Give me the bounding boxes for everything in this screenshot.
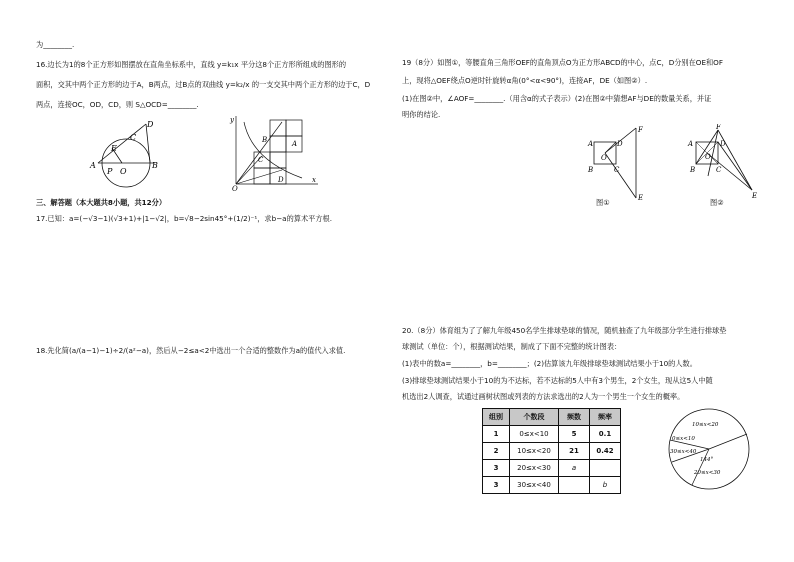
fig2-caption: 图② bbox=[710, 198, 724, 207]
table-row bbox=[483, 426, 621, 443]
pie-label-20-30: 20≤x<30 bbox=[694, 470, 721, 476]
table-header-cell: 频率 bbox=[590, 409, 621, 426]
sq1-label-b: B bbox=[588, 166, 594, 174]
sq1-label-f: F bbox=[638, 126, 643, 134]
q19-line1: 19（8分）如图①，等腰直角三角形OEF的直角顶点O为正方形ABCD的中心，点C，D分别在OE和OF bbox=[402, 58, 723, 67]
square-figure-1 bbox=[584, 124, 652, 208]
table-cell: 21 bbox=[559, 443, 590, 460]
grid-label-x: x bbox=[312, 176, 316, 184]
table-cell: 1 bbox=[483, 426, 510, 443]
grid-label-d: D bbox=[278, 176, 284, 184]
fig1-caption: 图① bbox=[596, 198, 610, 207]
pie-label-angle: 144° bbox=[700, 457, 714, 463]
grid-figure bbox=[222, 112, 322, 196]
pie-label-0-10: 0≤x<10 bbox=[672, 436, 695, 442]
table-cell: 5 bbox=[559, 426, 590, 443]
q20-line4: (3)排球垫球测试结果小于10的为不达标，若不达标的5人中有3个男生，2个女生，现从这5人中随 bbox=[402, 376, 713, 385]
sq2-label-c: C bbox=[716, 166, 722, 174]
circle-label-o: O bbox=[120, 167, 127, 176]
circle-label-a: A bbox=[90, 161, 96, 170]
circle-label-p: P bbox=[107, 167, 113, 176]
table-cell: a bbox=[559, 460, 590, 477]
table-cell: 3 bbox=[483, 477, 510, 494]
table-row bbox=[483, 443, 621, 460]
circle-label-e: E bbox=[111, 144, 117, 153]
sq1-label-c: C bbox=[614, 166, 620, 174]
q16-line3: 两点，连接OC，OD，CD，则 S△OCD=________. bbox=[36, 100, 199, 109]
sq1-label-o: O bbox=[601, 154, 607, 162]
frequency-table bbox=[482, 408, 621, 494]
section-3-heading: 三、解答题（本大题共8小题，共12分） bbox=[36, 198, 167, 207]
table-cell bbox=[559, 477, 590, 494]
table-cell: 0.42 bbox=[590, 443, 621, 460]
q19-line2: 上，现将△OEF绕点O逆时针旋转α角(0°<α<90°)，连接AF，DE（如图②）. bbox=[402, 76, 648, 85]
square-figure-2 bbox=[682, 124, 758, 208]
table-cell: 0.1 bbox=[590, 426, 621, 443]
circle-label-d: D bbox=[147, 120, 154, 129]
q20-line2: 球测试（单位：个），根据测试结果，制成了下面不完整的统计图表： bbox=[402, 342, 622, 351]
table-cell bbox=[590, 460, 621, 477]
circle-label-b: B bbox=[152, 161, 158, 170]
q16-line1: 16.边长为1的8个正方形如图摆放在直角坐标系中，直线 y=k₁x 平分这8个正方形所组成的图形的 bbox=[36, 60, 347, 69]
q20-line5: 机选出2人调查，试通过画树状图或列表的方法求选出的2人为一个男生一个女生的概率。 bbox=[402, 392, 685, 401]
circle-label-c: C bbox=[130, 133, 137, 142]
q20-line1: 20.（8分）体育组为了了解九年级450名学生排球垫球的情况，随机抽查了九年级部分学生进行排球垫 bbox=[402, 326, 727, 335]
pie-label-10-20: 10≤x<20 bbox=[692, 422, 719, 428]
circle-figure bbox=[86, 118, 176, 194]
table-cell: b bbox=[590, 477, 621, 494]
sq2-label-b: B bbox=[690, 166, 696, 174]
sq1-label-a: A bbox=[588, 140, 594, 148]
pie-chart bbox=[664, 404, 754, 498]
table-cell: 3 bbox=[483, 460, 510, 477]
q15-tail: 为________. bbox=[36, 40, 75, 49]
q19-line3: (1)在图②中，∠AOF=________.（用含α的式子表示）(2)在图②中猜想AF与DE的数量关系，并证 bbox=[402, 94, 712, 103]
grid-label-y: y bbox=[230, 116, 234, 124]
sq2-label-e: E bbox=[752, 192, 758, 200]
table-header-row bbox=[483, 409, 621, 426]
grid-label-a: A bbox=[292, 140, 298, 148]
sq1-label-e: E bbox=[638, 194, 644, 202]
q19-line4: 明你的结论. bbox=[402, 110, 441, 119]
table-row bbox=[483, 477, 621, 494]
grid-label-b: B bbox=[262, 136, 268, 144]
sq2-label-d: D bbox=[720, 140, 726, 148]
q20-line3: (1)表中的数a=________，b=________；(2)估算该九年级排球垫球测试结果小于10的人数。 bbox=[402, 359, 697, 368]
sq2-label-o: O bbox=[705, 153, 711, 161]
table-header-cell: 频数 bbox=[559, 409, 590, 426]
grid-label-o: O bbox=[232, 185, 238, 192]
q16-line2: 面积，交其中两个正方形的边于A，B两点，过B点的双曲线 y=k₂/x 的一支交其中两个正方形的边于C，D bbox=[36, 80, 371, 89]
table-cell: 20≤x<30 bbox=[510, 460, 559, 477]
table-cell: 0≤x<10 bbox=[510, 426, 559, 443]
table-header-cell: 组别 bbox=[483, 409, 510, 426]
q17: 17.已知：a=(−√3−1)(√3+1)+|1−√2|，b=√8−2sin45°+(1/2)⁻¹，求b−a的算术平方根. bbox=[36, 214, 332, 223]
grid-label-c: C bbox=[258, 156, 264, 164]
sq2-label-f: F bbox=[716, 124, 721, 131]
pie-label-30-40: 30≤x<40 bbox=[670, 449, 697, 455]
q18: 18.先化简(a/(a−1)−1)÷2/(a²−a)，然后从−2≤a<2中选出一个合适的整数作为a的值代入求值. bbox=[36, 346, 346, 355]
table-cell: 10≤x<20 bbox=[510, 443, 559, 460]
table-cell: 2 bbox=[483, 443, 510, 460]
table-cell: 30≤x<40 bbox=[510, 477, 559, 494]
table-header-cell: 个数段 bbox=[510, 409, 559, 426]
sq2-label-a: A bbox=[688, 140, 694, 148]
sq1-label-d: D bbox=[617, 140, 623, 148]
table-row bbox=[483, 460, 621, 477]
